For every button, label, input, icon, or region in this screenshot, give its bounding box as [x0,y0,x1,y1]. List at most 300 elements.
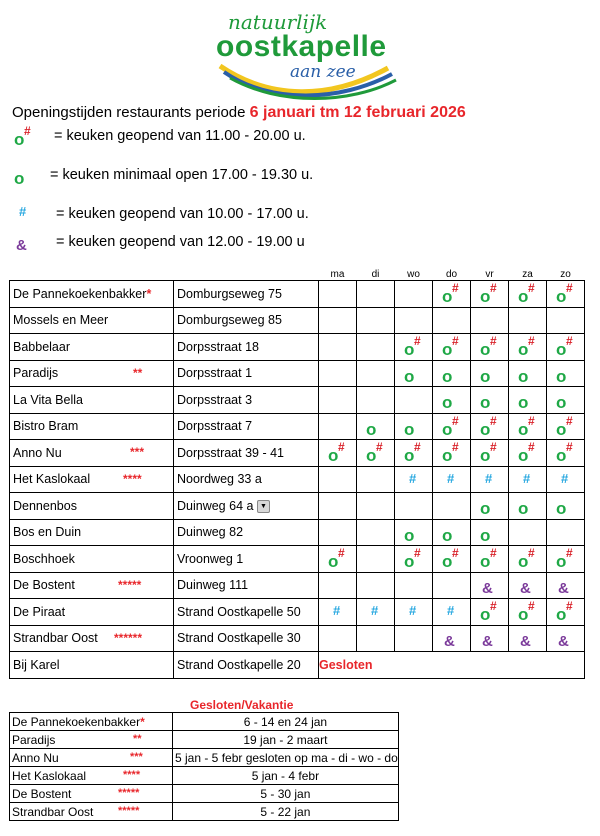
legend-row [12,234,412,256]
day-cell [319,413,357,440]
hash-red-icon: # [566,413,573,428]
restaurant-name-cell [10,387,174,414]
restaurant-address: Strand Oostkapelle 20 [177,657,301,672]
opening-mark [554,334,576,360]
opening-mark [554,413,576,439]
day-cell [471,413,509,440]
day-cell [509,387,547,414]
hash-blue-icon: # [333,603,341,619]
open-o-icon: o [518,366,529,386]
restaurant-row [10,413,585,440]
day-cell [319,387,357,414]
open-o-icon: o [518,446,529,466]
opening-mark [12,124,34,149]
opening-mark [440,471,462,491]
open-o-icon: o [404,552,415,572]
restaurant-row [10,519,585,546]
open-o-icon: o [518,499,529,519]
opening-mark [516,630,538,650]
day-cell [395,413,433,440]
day-cell [395,387,433,414]
restaurant-name-cell [10,334,174,361]
day-cell [357,466,395,493]
opening-mark [440,391,462,411]
day-cell [509,413,547,440]
restaurant-name-cell [10,652,174,679]
restaurant-row [10,334,585,361]
footnote-stars: ***** [118,787,140,799]
restaurant-name: Strandbar Oost [13,631,98,646]
open-o-icon: o [480,605,491,625]
day-header: zo [560,269,571,280]
day-cell [509,440,547,467]
restaurant-name-cell [10,519,174,546]
day-cell [319,360,357,387]
restaurant-name: Mossels en Meer [13,313,109,328]
hash-red-icon: # [490,413,497,428]
hash-blue-icon: # [409,603,417,619]
day-cell [319,572,357,599]
day-cell [357,519,395,546]
day-cell [547,387,585,414]
opening-mark [12,234,34,254]
restaurant-address: Dorpsstraat 18 [177,339,259,354]
hash-red-icon: # [452,281,459,296]
restaurant-address: Duinweg 64 a [177,498,254,513]
restaurant-address: Dorpsstraat 1 [177,366,253,381]
day-cell [471,281,509,308]
day-cell [509,599,547,626]
ampersand-icon: & [482,632,493,650]
day-cell [547,572,585,599]
vacation-row [10,749,399,767]
day-cell [547,625,585,652]
day-cell [319,334,357,361]
opening-mark [554,577,576,597]
day-cell [357,599,395,626]
restaurant-name: De Bostent [13,578,75,593]
day-cell [433,466,471,493]
hash-red-icon: # [566,546,573,561]
day-header: wo [407,269,420,280]
open-o-icon: o [480,393,491,413]
opening-mark [402,471,424,491]
open-o-icon: o [556,287,567,307]
restaurant-address: Domburgseweg 75 [177,286,282,301]
restaurant-address-cell [174,360,319,387]
day-cell [471,360,509,387]
opening-mark [364,440,386,466]
opening-mark [12,167,34,187]
day-cell [433,546,471,573]
vacation-name: Strandbar Oost [12,804,94,819]
day-cell [319,466,357,493]
open-o-icon: o [442,287,453,307]
opening-mark [478,546,500,572]
open-o-icon: o [480,287,491,307]
vacation-name-cell [10,713,173,731]
opening-mark [402,418,424,438]
restaurant-address: Strand Oostkapelle 30 [177,631,301,646]
restaurant-address: Dorpsstraat 3 [177,392,253,407]
day-cell [471,572,509,599]
opening-mark [554,497,576,517]
vacation-period: 5 - 22 jan [173,803,399,821]
day-cell [433,281,471,308]
restaurant-address-cell [174,519,319,546]
restaurant-name-cell [10,625,174,652]
restaurant-name: De Piraat [13,604,66,619]
page-heading [12,104,466,122]
opening-mark [554,630,576,650]
opening-mark [440,413,462,439]
open-o-icon: o [556,552,567,572]
day-cell [433,599,471,626]
open-o-icon: o [518,552,529,572]
opening-mark [554,391,576,411]
opening-mark [440,546,462,572]
day-cell [509,466,547,493]
restaurant-name: Babbelaar [13,339,70,354]
restaurant-name-cell [10,413,174,440]
day-cell [395,334,433,361]
open-o-icon: o [442,366,453,386]
hash-red-icon: # [490,599,497,614]
footnote-stars: *** [130,751,143,763]
open-o-icon: o [442,393,453,413]
day-header-row [10,266,585,281]
restaurant-name-cell [10,599,174,626]
restaurant-row [10,599,585,626]
opening-mark [516,334,538,360]
restaurant-row [10,493,585,520]
hash-red-icon: # [528,334,535,349]
day-cell [547,281,585,308]
dropdown-chevron-icon[interactable]: ▼ [257,500,270,513]
day-cell [433,387,471,414]
hash-red-icon: # [414,440,421,455]
open-o-icon: o [480,525,491,545]
hash-red-icon: # [566,599,573,614]
ampersand-icon: & [16,237,27,254]
day-cell [357,387,395,414]
day-cell [433,307,471,334]
day-cell [395,572,433,599]
vacation-name-cell [10,731,173,749]
vacation-period: 5 - 30 jan [173,785,399,803]
open-o-icon: o [556,605,567,625]
day-cell [395,546,433,573]
restaurant-row [10,625,585,652]
restaurant-name: Bij Karel [13,657,60,672]
hash-red-icon: # [414,546,421,561]
hash-blue-icon: # [485,470,493,486]
ampersand-icon: & [520,632,531,650]
restaurant-name: Boschhoek [13,551,75,566]
open-o-icon: o [480,340,491,360]
restaurant-address-cell [174,334,319,361]
ampersand-icon: & [444,632,455,650]
hash-blue-icon: # [371,603,379,619]
header-spacer [174,266,319,281]
day-cell [319,625,357,652]
opening-mark [478,334,500,360]
open-o-icon: o [404,419,415,439]
vacation-name-cell [10,785,173,803]
opening-mark [516,577,538,597]
restaurant-name-cell [10,307,174,334]
day-cell [547,440,585,467]
restaurant-name: La Vita Bella [13,392,83,407]
day-cell [395,625,433,652]
day-cell [509,572,547,599]
restaurant-address: Domburgseweg 85 [177,313,282,328]
restaurant-name: Bos en Duin [13,525,82,540]
open-o-icon: o [442,552,453,572]
vacation-name: Het Kaslokaal [12,768,87,783]
open-o-icon: o [518,340,529,360]
hash-blue-icon: # [409,470,417,486]
hash-red-icon: # [338,546,345,561]
footnote-stars: **** [123,769,141,781]
hash-red-icon: # [528,281,535,296]
footnote-stars: ****** [114,630,143,645]
opening-mark [478,281,500,307]
hash-red-icon: # [528,599,535,614]
hash-red-icon: # [452,413,459,428]
day-header: di [371,269,380,280]
opening-mark [516,471,538,491]
opening-mark [402,546,424,572]
opening-mark [364,418,386,438]
opening-mark [554,281,576,307]
restaurant-name: De Pannekoekenbakker [13,286,147,301]
day-cell [471,334,509,361]
opening-mark [554,471,576,491]
footnote-marker: * [140,714,145,729]
opening-mark [478,524,500,544]
day-cell [509,334,547,361]
day-cell [547,334,585,361]
restaurant-name-cell [10,360,174,387]
vacation-period: 5 jan - 5 febr gesloten op ma - di - wo - do [173,749,399,767]
restaurant-address: Duinweg 82 [177,525,244,540]
day-cell [433,572,471,599]
restaurant-name-cell [10,572,174,599]
day-cell [471,466,509,493]
opening-mark [12,204,34,224]
restaurant-name: Anno Nu [13,445,62,460]
day-cell [509,625,547,652]
open-o-icon: o [404,446,415,466]
day-cell [357,360,395,387]
day-cell [357,572,395,599]
vacation-title: Gesloten/Vakantie [190,698,294,712]
day-header: za [522,269,533,280]
day-cell [547,307,585,334]
legend-row [12,124,412,150]
opening-mark [440,334,462,360]
opening-mark [516,599,538,625]
day-cell [395,466,433,493]
open-o-icon: o [518,605,529,625]
open-o-icon: o [480,499,491,519]
restaurant-address-cell [174,599,319,626]
day-cell [547,546,585,573]
day-cell [319,307,357,334]
open-o-icon: o [556,499,567,519]
restaurant-address: Dorpsstraat 39 - 41 [177,445,284,460]
day-cell [357,546,395,573]
footnote-marker: * [146,286,152,301]
day-cell [319,599,357,626]
open-o-icon: o [518,393,529,413]
vacation-name: De Pannekoekenbakker [12,714,141,729]
ampersand-icon: & [520,579,531,597]
hash-blue-icon: # [447,603,455,619]
day-cell [395,307,433,334]
restaurant-name: Bistro Bram [13,419,79,434]
opening-mark [554,599,576,625]
hash-red-icon: # [566,440,573,455]
day-cell [357,440,395,467]
restaurant-row [10,360,585,387]
restaurant-row [10,466,585,493]
opening-mark [554,440,576,466]
hash-red-icon: # [452,440,459,455]
opening-mark [554,546,576,572]
restaurant-address-cell [174,413,319,440]
ampersand-icon: & [482,579,493,597]
restaurant-name-cell [10,493,174,520]
open-o-icon: o [442,525,453,545]
opening-mark [440,440,462,466]
hash-blue-icon: # [523,470,531,486]
opening-mark [326,440,348,466]
restaurant-address-cell [174,572,319,599]
legend-text: = keuken geopend van 11.00 - 20.00 u. [54,128,306,144]
day-cell [509,546,547,573]
opening-mark [326,546,348,572]
open-o-icon: o [442,419,453,439]
hash-red-icon: # [490,334,497,349]
day-cell [509,493,547,520]
open-o-icon: o [14,130,25,149]
hash-red-icon: # [452,546,459,561]
opening-mark [554,365,576,385]
vacation-name-cell [10,749,173,767]
opening-mark [440,603,462,623]
restaurant-address-cell [174,652,319,679]
day-cell [433,334,471,361]
hash-blue-icon: # [19,204,27,219]
day-cell [509,307,547,334]
open-o-icon: o [518,419,529,439]
legend-row [12,204,412,226]
legend-text: = keuken geopend van 10.00 - 17.00 u. [56,206,309,222]
opening-mark [440,630,462,650]
day-cell [433,360,471,387]
opening-mark [478,630,500,650]
vacation-name: De Bostent [12,786,72,801]
open-o-icon: o [480,446,491,466]
day-cell [471,546,509,573]
day-cell [357,625,395,652]
opening-mark [402,603,424,623]
hash-blue-icon: # [561,470,569,486]
vacation-period: 5 jan - 4 febr [173,767,399,785]
hash-red-icon: # [376,440,383,455]
footnote-stars: ** [133,733,142,745]
restaurant-row [10,546,585,573]
day-cell [319,493,357,520]
hash-red-icon: # [490,546,497,561]
open-o-icon: o [442,340,453,360]
vacation-name-cell [10,803,173,821]
legend-row [12,167,412,189]
open-o-icon: o [328,446,339,466]
vacation-period: 6 - 14 en 24 jan [173,713,399,731]
vacation-row [10,731,399,749]
hash-red-icon: # [528,546,535,561]
day-cell [433,625,471,652]
restaurant-name: Paradijs [13,366,59,381]
vacation-row [10,785,399,803]
day-cell [471,440,509,467]
hash-red-icon: # [452,334,459,349]
day-cell [433,493,471,520]
restaurant-name: Het Kaslokaal [13,472,91,487]
restaurant-address: Dorpsstraat 7 [177,419,253,434]
vacation-row [10,803,399,821]
restaurant-name-cell [10,440,174,467]
opening-mark [402,334,424,360]
day-cell [547,493,585,520]
opening-hours-table [9,266,585,679]
hash-red-icon: # [566,334,573,349]
heading-period: 6 januari tm 12 februari 2026 [249,104,466,121]
day-cell [471,625,509,652]
opening-mark [402,524,424,544]
open-o-icon: o [404,340,415,360]
open-o-icon: o [14,169,25,188]
open-o-icon: o [328,552,339,572]
day-cell [357,334,395,361]
restaurant-row [10,281,585,308]
restaurant-row [10,572,585,599]
vacation-row [10,713,399,731]
logo-name: oostkapelle [216,30,387,63]
day-cell [395,281,433,308]
day-cell [547,466,585,493]
restaurant-row [10,387,585,414]
open-o-icon: o [404,366,415,386]
footnote-stars: ***** [118,805,140,817]
day-cell [395,440,433,467]
day-cell [471,493,509,520]
day-cell [471,307,509,334]
vacation-name-cell [10,767,173,785]
hash-red-icon: # [414,334,421,349]
opening-mark [516,497,538,517]
day-cell [319,440,357,467]
hash-red-icon: # [528,440,535,455]
open-o-icon: o [480,552,491,572]
restaurant-name: Dennenbos [13,498,77,513]
open-o-icon: o [556,366,567,386]
restaurant-address-cell [174,493,319,520]
vacation-row [10,767,399,785]
